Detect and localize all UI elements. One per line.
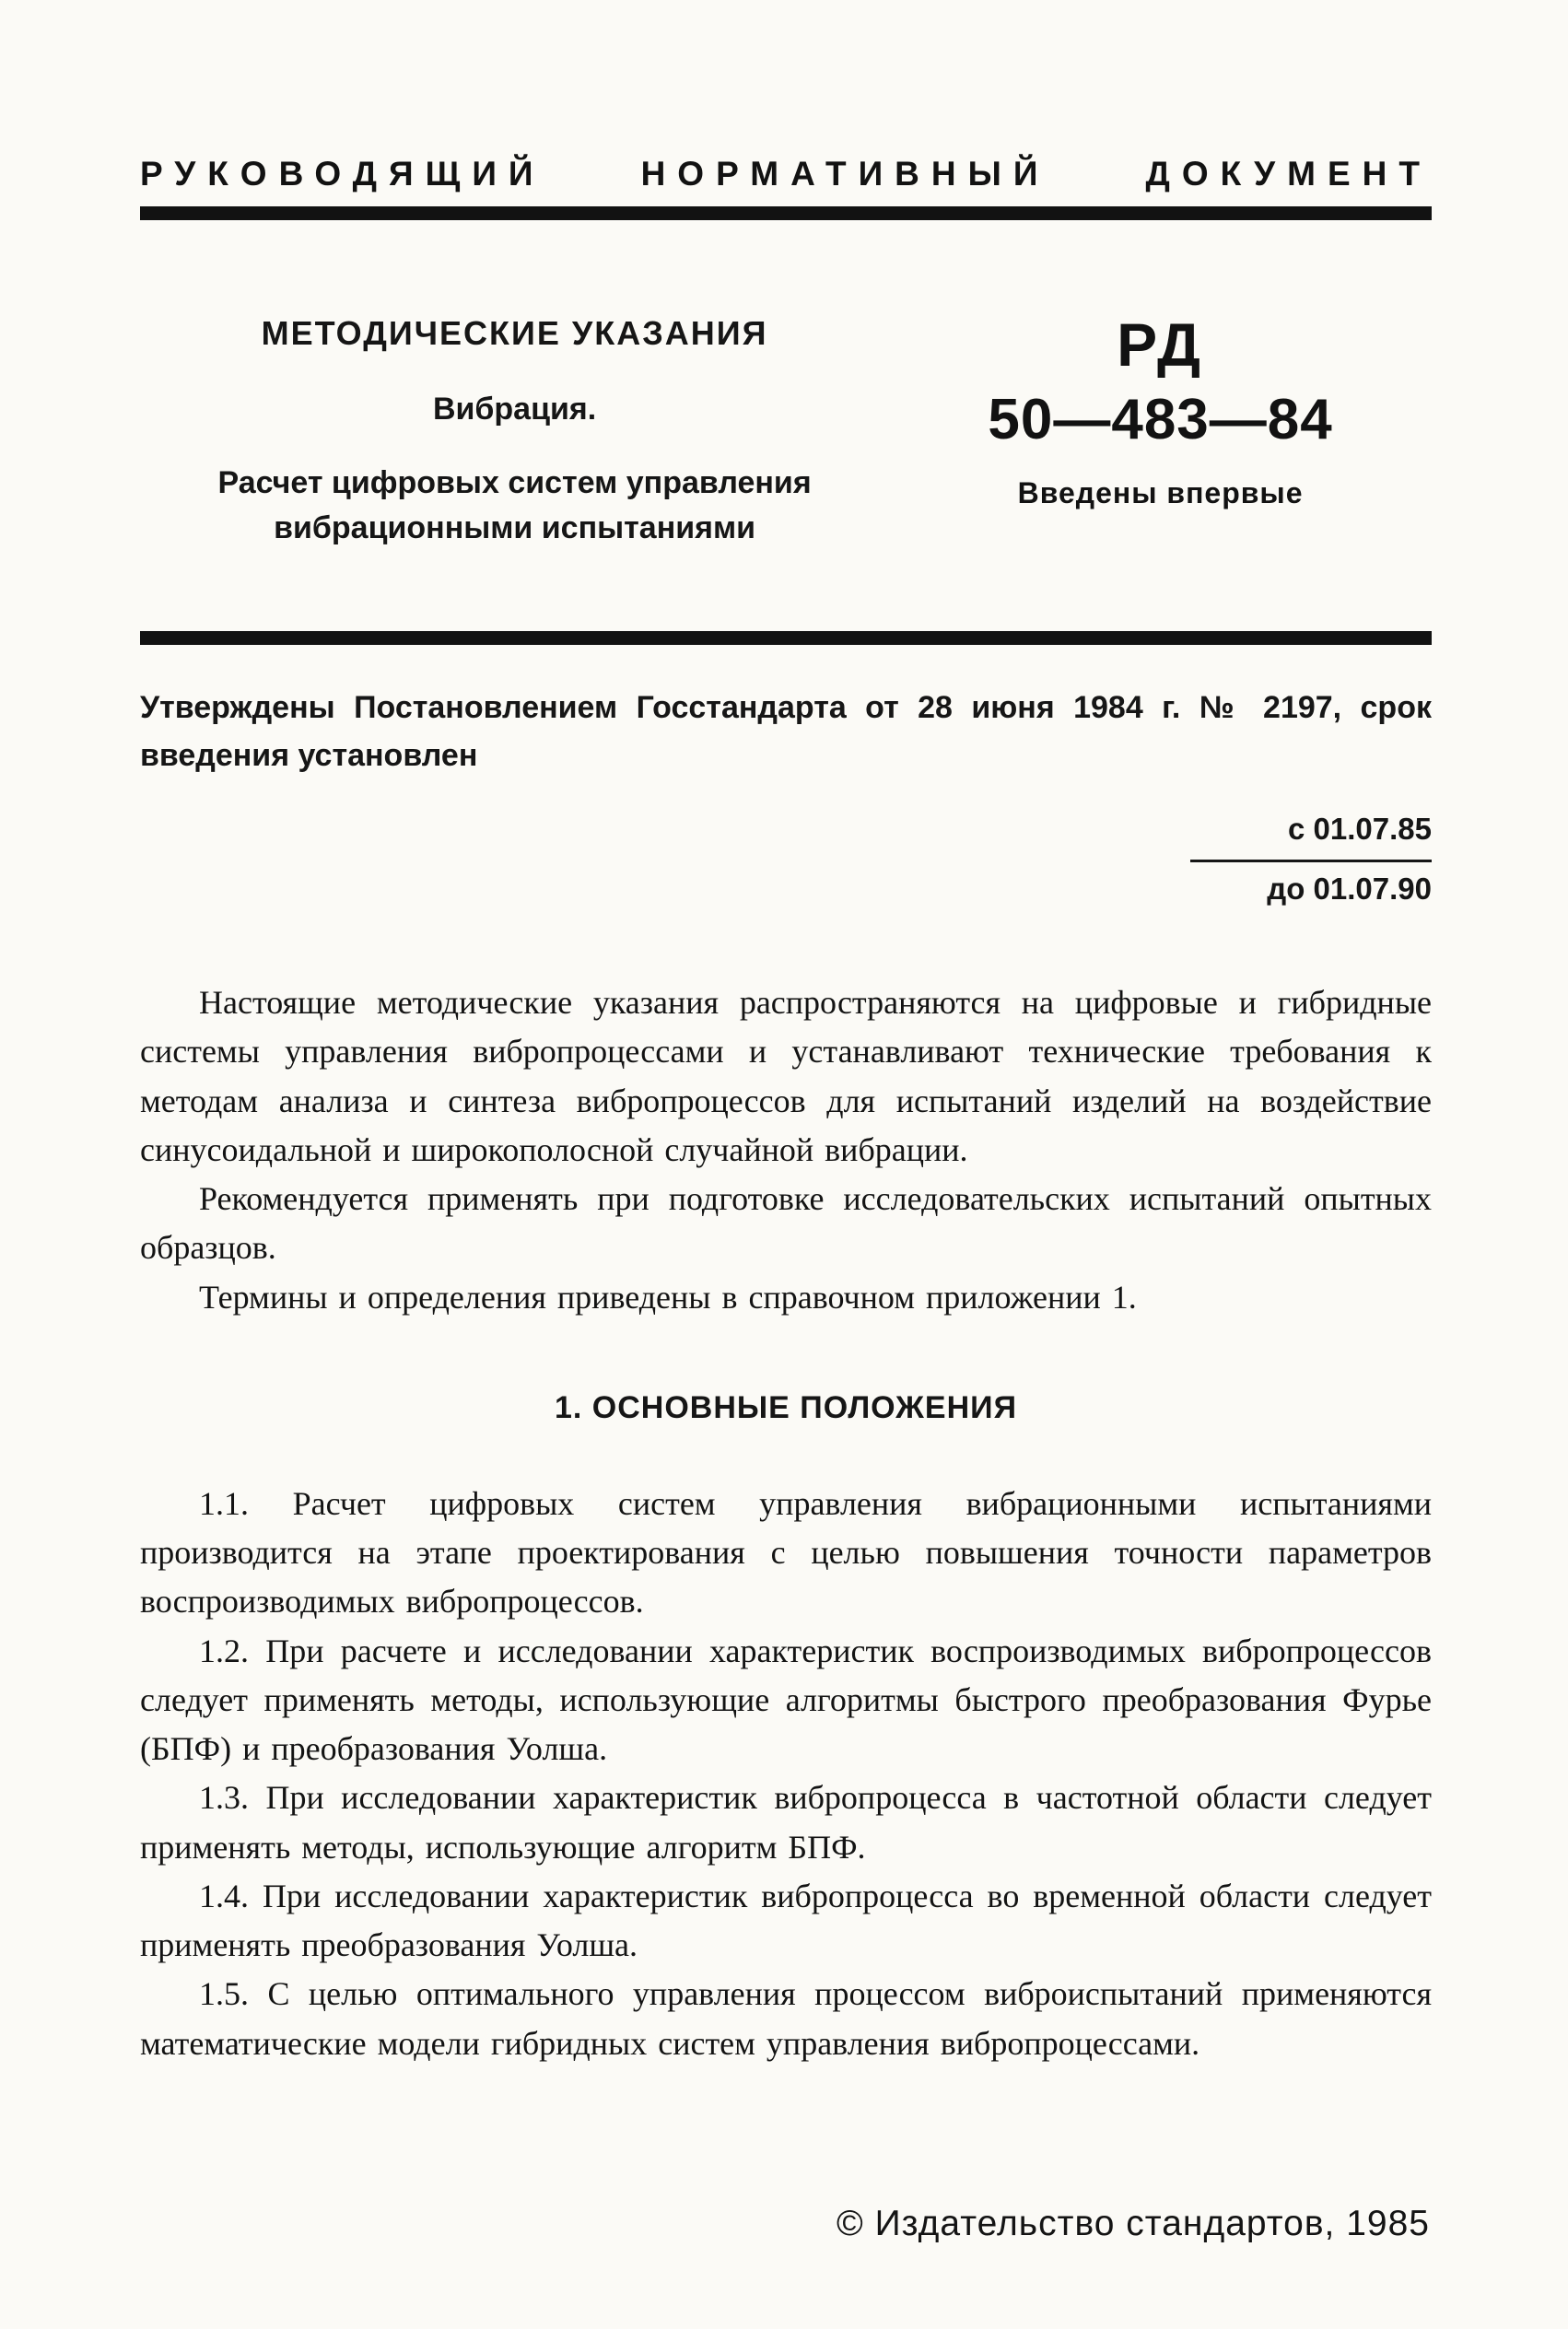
document-subject: Вибрация.	[432, 392, 597, 427]
title-left-column	[140, 314, 889, 552]
document-title-line-1: Расчет цифровых систем управления	[217, 465, 812, 500]
document-id-block	[889, 310, 1432, 510]
introduction-text	[140, 978, 1432, 1322]
clause-1-5: 1.5. С целью оптимального управления процессом виброиспытаний применяются математические модели гибридных систем управления вибропроцессами.	[140, 1975, 1432, 2062]
intro-paragraph-3: Термины и определения приведены в справочном приложении 1.	[199, 1278, 1137, 1316]
document-kind-banner: РУКОВОДЯЩИЙ НОРМАТИВНЫЙ ДОКУМЕНТ	[140, 155, 1432, 193]
document-title-line-2: вибрационными испытаниями	[274, 510, 756, 546]
clause-1-3: 1.3. При исследовании характеристик вибропроцесса в частотной области следует применять методы, использующие алгоритм БПФ.	[140, 1779, 1432, 1866]
section-1-text	[140, 1480, 1432, 2068]
document-title	[140, 461, 889, 552]
effective-dates	[1190, 812, 1432, 907]
document-type-code: РД	[1117, 310, 1205, 379]
clause-1-1: 1.1. Расчет цифровых систем управления вибрационными испытаниями производится на этапе проектирования с целью повышения точности параметров воспроизводимых вибропроцессов.	[140, 1484, 1432, 1621]
title-block	[140, 310, 1432, 552]
section-1-heading: 1. ОСНОВНЫЕ ПОЛОЖЕНИЯ	[554, 1389, 1018, 1425]
document-number: 50—483—84	[988, 388, 1333, 451]
clause-1-2: 1.2. При расчете и исследовании характеристик воспроизводимых вибропроцессов следует применять методы, использующие алгоритмы быстрого преобразования Фурье (БПФ) и преобразования Уолша.	[140, 1632, 1432, 1768]
effective-date-from: с 01.07.85	[1190, 812, 1432, 862]
publisher-copyright: © Издательство стандартов, 1985	[837, 2204, 1430, 2243]
approval-statement: Утверждены Постановлением Госстандарта от 28 июня 1984 г. № 2197, срок введения установлен	[140, 689, 1432, 774]
intro-paragraph-2: Рекомендуется применять при подготовке исследовательских испытаний опытных образцов.	[140, 1180, 1432, 1267]
intro-paragraph-1: Настоящие методические указания распространяются на цифровые и гибридные системы управления вибропроцессами и устанавливают технические требования к методам анализа и синтеза вибропроцессов для испытаний изделий на воздействие синусоидальной и широкополосной случайной вибрации.	[140, 983, 1432, 1168]
document-kind: МЕТОДИЧЕСКИЕ УКАЗАНИЯ	[261, 314, 768, 352]
banner-rule	[140, 206, 1432, 220]
section-rule	[140, 631, 1432, 645]
document-status: Введены впервые	[1017, 476, 1304, 509]
clause-1-4: 1.4. При исследовании характеристик вибропроцесса во временной области следует применять преобразования Уолша.	[140, 1877, 1432, 1964]
effective-date-to: до 01.07.90	[1267, 871, 1432, 906]
